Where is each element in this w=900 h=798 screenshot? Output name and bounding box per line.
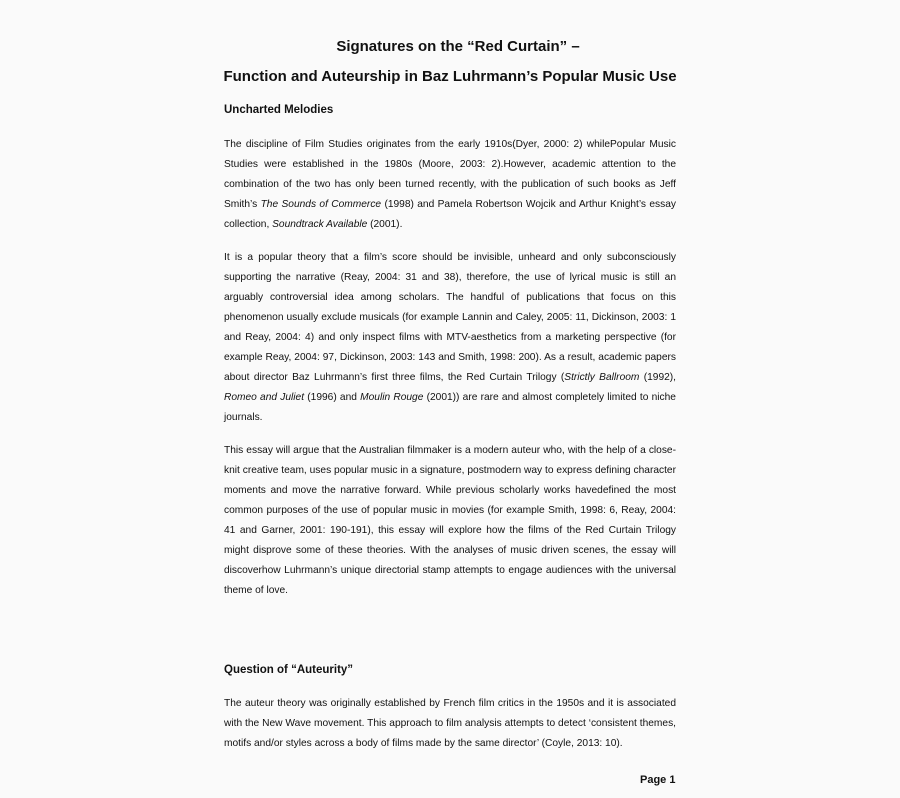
text: It is a popular theory that a film’s score should be invisible, unheard and only subconsciously supporting the narrative (Reay, 2004: 31 and 38), therefore, the use of lyrical music is still an arguably controversial idea among scholars. The handful of publications that focus on this phenomenon usually exclude musicals (for example Lannin and Caley, 2005: 11, Dickinson, 2003: 1 and Reay, 2004: 4) and only inspect films with MTV-aesthetics from a marketing perspective (for example Reay, 2004: 97, Dickinson, 2003: 143 and Smith, 1998: 200). As a result, academic papers about director Baz Luhrmann’s first three films, the Red Curtain Trilogy ( [224, 252, 676, 383]
book-title: The Sounds of Commerce [260, 199, 382, 210]
document-title-line-2: Function and Auteurship in Baz Luhrmann’s Popular Music Use [223, 68, 677, 85]
text: (2001). [367, 219, 403, 230]
paragraph-2 [224, 248, 676, 428]
paragraph-4: The auteur theory was originally established by French film critics in the 1950s and it is associated with the New Wave movement. This approach to film analysis attempts to detect ‘consistent themes, motifs and/or styles across a body of films made by the same director’ (Coyle, 2013: 10). [224, 698, 676, 749]
document-title-line-1: Signatures on the “Red Curtain” – [336, 38, 580, 55]
section-heading-uncharted-melodies: Uncharted Melodies [224, 104, 334, 116]
paragraph-1 [224, 135, 676, 235]
film-title: Romeo and Juliet [224, 392, 305, 403]
text: (2001)) are rare and almost completely limited to niche journals. [224, 392, 676, 423]
film-title: Moulin Rouge [360, 392, 424, 403]
paragraph-3: This essay will argue that the Australian filmmaker is a modern auteur who, with the help of a close-knit creative team, uses popular music in a signature, postmodern way to express defining character moments and move the narrative forward. While previous scholarly works havedefined the most common purposes of the use of popular music in movies (for example Smith, 1998: 6, Reay, 2004: 41 and Garner, 2001: 190-191), this essay will explore how the films of the Red Curtain Trilogy might disprove some of these theories. With the analyses of music driven scenes, the essay will discoverhow Luhrmann’s unique directorial stamp attempts to engage audiences with the universal theme of love. [224, 445, 676, 596]
text: (1998) and Pamela Robertson Wojcik and Arthur Knight’s essay collection, [224, 199, 676, 230]
text: (1996) and [304, 392, 361, 403]
page-number: Page 1 [640, 774, 676, 786]
section-heading-auteurity: Question of “Auteurity” [224, 664, 354, 676]
film-title: Strictly Ballroom [564, 372, 640, 383]
text: (1992), [639, 372, 677, 383]
book-title: Soundtrack Available [272, 219, 368, 230]
text: The discipline of Film Studies originates from the early 1910s(Dyer, 2000: 2) whilePopular Music Studies were established in the 1980s (Moore, 2003: 2).However, academic attention to the combination of the two has only been turned recently, with the publication of such books as Jeff Smith’s [224, 139, 676, 210]
